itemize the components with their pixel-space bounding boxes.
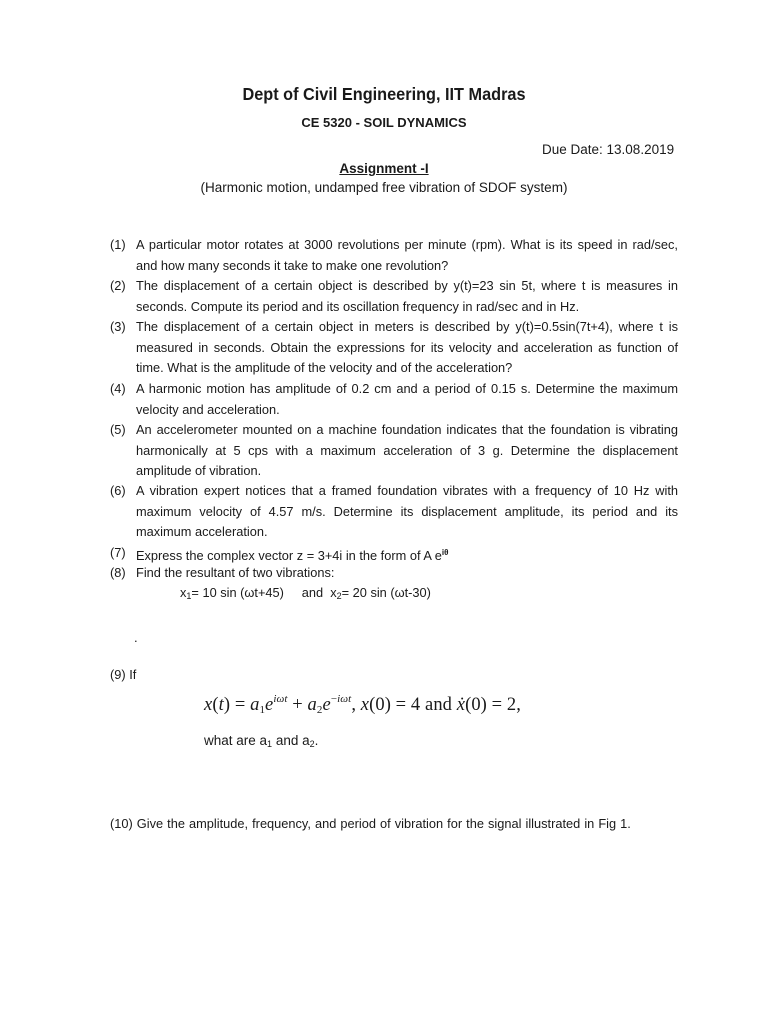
question-9-prompt bbox=[204, 733, 318, 749]
x2-subscript: 2 bbox=[336, 591, 342, 601]
a1-subscript: 1 bbox=[267, 739, 273, 749]
x2-expression: = 20 sin (ωt-30) bbox=[341, 585, 431, 600]
stray-dot: . bbox=[134, 630, 138, 645]
question-text: A particular motor rotates at 3000 revolutions per minute (rpm). What is its speed in rad/sec, and how many seconds it take to make one revolution? bbox=[136, 237, 678, 273]
exponent-i-theta: iθ bbox=[441, 548, 449, 557]
question-7-body: Express the complex vector z = 3+4i in the form of A e bbox=[136, 548, 442, 563]
and-a-text: and a bbox=[272, 733, 310, 748]
x2-label: x bbox=[330, 585, 337, 600]
question-1 bbox=[110, 235, 678, 276]
question-text: A vibration expert notices that a framed foundation vibrates with a frequency of 10 Hz with maximum velocity of 4.57 m/s. Determine its displacement amplitude, its period and its maximum acceleration. bbox=[136, 483, 678, 539]
due-date: Due Date: 13.08.2019 bbox=[542, 142, 675, 157]
question-text: The displacement of a certain object in meters is described by y(t)=0.5sin(7t+4), where t is measured in seconds. Obtain the expressions for its velocity and acceleration as function of time. What is the amplitude of the velocity and of the acceleration? bbox=[136, 319, 678, 375]
question-text: The displacement of a certain object is described by y(t)=23 sin 5t, where t is measures in seconds. Compute its period and its oscillation frequency in rad/sec and in Hz. bbox=[136, 278, 678, 314]
question-number: (3) bbox=[110, 319, 126, 334]
question-number: (1) bbox=[110, 237, 126, 252]
question-number: (4) bbox=[110, 381, 126, 396]
x1-subscript: 1 bbox=[186, 591, 192, 601]
x1-expression: = 10 sin (ωt+45) bbox=[191, 585, 284, 600]
question-number: (2) bbox=[110, 278, 126, 293]
vibrations-formula bbox=[180, 585, 431, 601]
page-title: Dept of Civil Engineering, IIT Madras bbox=[242, 84, 526, 104]
question-number: (5) bbox=[110, 422, 126, 437]
a2-subscript: 2 bbox=[309, 739, 315, 749]
question-2 bbox=[110, 276, 678, 317]
question-number: (7) bbox=[110, 545, 126, 560]
question-9-equation: $x(t) = a_1e^{i\omega t} + a_2e^{-i\omega t}$, x(0) = 4 and ẋ(0) = 2, bbox=[204, 693, 521, 716]
question-4 bbox=[110, 379, 678, 420]
question-text: Find the resultant of two vibrations: bbox=[136, 565, 335, 580]
x1-label: x bbox=[180, 585, 187, 600]
and-word: and bbox=[301, 585, 324, 600]
period-mark: . bbox=[314, 733, 319, 748]
question-5 bbox=[110, 420, 678, 482]
assignment-heading: Assignment -I bbox=[339, 161, 429, 176]
question-3 bbox=[110, 317, 678, 379]
assignment-subtitle: (Harmonic motion, undamped free vibration of SDOF system) bbox=[200, 180, 568, 195]
question-6 bbox=[110, 481, 678, 543]
course-title: CE 5320 - SOIL DYNAMICS bbox=[301, 115, 467, 130]
what-are-text: what are a bbox=[204, 733, 268, 748]
question-number: (6) bbox=[110, 483, 126, 498]
question-text: An accelerometer mounted on a machine foundation indicates that the foundation is vibrating harmonically at 5 cps with a maximum acceleration of 3 g. Determine the displacement amplitude of vibration. bbox=[136, 422, 678, 478]
question-10: (10) Give the amplitude, frequency, and period of vibration for the signal illustrated in Fig 1. bbox=[110, 816, 631, 831]
question-9-label: (9) If bbox=[110, 667, 137, 682]
question-text: A harmonic motion has amplitude of 0.2 cm and a period of 0.15 s. Determine the maximum velocity and acceleration. bbox=[136, 381, 678, 417]
question-number: (8) bbox=[110, 565, 126, 580]
question-8 bbox=[110, 563, 678, 584]
